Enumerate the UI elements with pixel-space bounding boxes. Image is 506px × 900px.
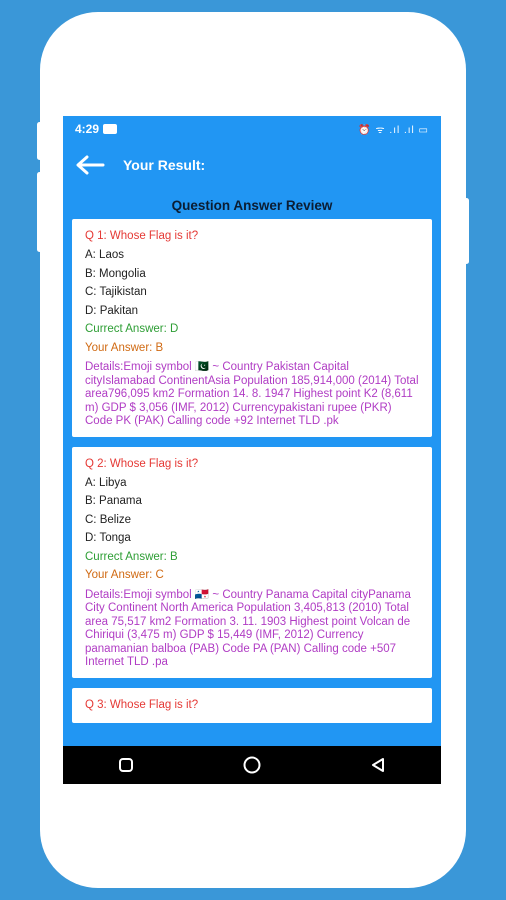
- phone-side-button-left-2: [37, 172, 42, 252]
- recents-button[interactable]: [111, 750, 141, 780]
- your-answer: Your Answer: B: [85, 341, 164, 354]
- correct-answer: Currect Answer: D: [85, 323, 179, 335]
- details-text: Details:Emoji symbol 🇵🇦 ~ Country Panama Capital cityPanama City Continent North America Population 3,405,813 (2010) Total area 75,517 km2 Formation 3. 11. 1903 Highest point Volcan de Chiriqui (3,475 m) GDP $ 15,449 (IMF, 2012) Currency panamanian balboa (PAB) Code PA (PAN) Calling code +507 Internet TLD .pa: [85, 588, 411, 668]
- system-nav-bar: [63, 746, 441, 784]
- back-button[interactable]: [363, 750, 393, 780]
- option-c: C: Tajikistan: [85, 286, 147, 298]
- page-subtitle: Question Answer Review: [171, 198, 333, 213]
- correct-answer: Currect Answer: B: [85, 550, 178, 563]
- your-answer: Your Answer: C: [85, 569, 164, 581]
- notification-icon: [103, 124, 117, 134]
- back-arrow-icon[interactable]: [73, 150, 107, 180]
- question-card: [72, 219, 432, 437]
- app-screen: [63, 116, 441, 784]
- option-a: A: Libya: [85, 476, 127, 489]
- question-text: Q 3: Whose Flag is it?: [85, 698, 199, 711]
- phone-side-button-right: [464, 198, 469, 264]
- app-bar: [63, 142, 441, 188]
- option-b: B: Panama: [85, 495, 142, 507]
- details-text: Details:Emoji symbol 🇵🇰 ~ Country Pakistan Capital cityIslamabad ContinentAsia Population 185,914,000 (2014) Total area796,095 km2 Formation 14. 8. 1947 Highest point K2 (8,611 m) GDP $ 3,056 (IMF, 2012) Currencypakistani rupee (PKR) Code PK (PAK) Calling code +92 Internet TLD .pk: [85, 361, 419, 427]
- question-card: [72, 447, 432, 678]
- option-c: C: Belize: [85, 513, 132, 526]
- status-icons: ⏰ ᯤ .ıl .ıl ▭: [358, 125, 429, 136]
- option-b: B: Mongolia: [85, 267, 146, 280]
- phone-side-button-left: [37, 122, 42, 160]
- question-text: Q 2: Whose Flag is it?: [85, 457, 199, 470]
- status-bar: [63, 116, 441, 142]
- app-bar-title: Your Result:: [123, 157, 206, 173]
- question-text: Q 1: Whose Flag is it?: [85, 230, 199, 242]
- home-button[interactable]: [237, 750, 267, 780]
- option-d: D: Pakitan: [85, 304, 139, 317]
- question-card: [72, 688, 432, 723]
- option-d: D: Tonga: [85, 532, 131, 544]
- status-time: 4:29: [75, 122, 100, 136]
- option-a: A: Laos: [85, 249, 124, 261]
